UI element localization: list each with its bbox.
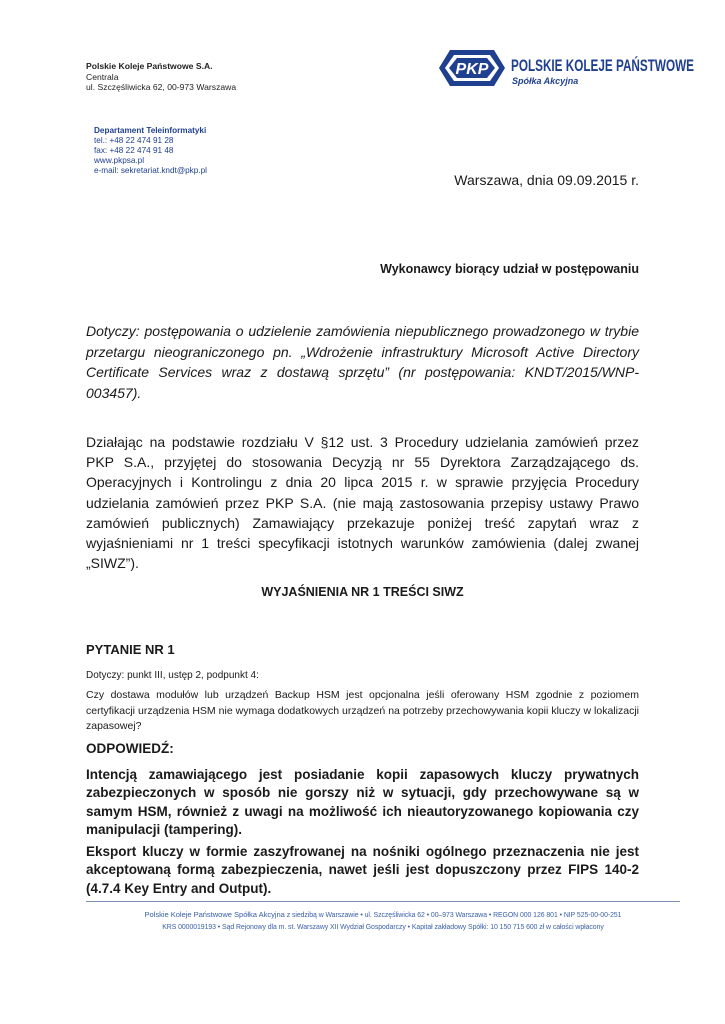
pkp-logo bbox=[436, 47, 696, 89]
footer-line-2: KRS 0000019193 • Sąd Rejonowy dla m. st. Warszawy XII Wydział Gospodarczy • Kapitał zakładowy Spółki: 10 150 715 600 zł w całości wpłacony bbox=[162, 924, 604, 931]
department-email[interactable]: e-mail: sekretariat.kndt@pkp.pl bbox=[94, 166, 207, 175]
department-web[interactable]: www.pkpsa.pl bbox=[94, 156, 145, 165]
answer-paragraph-1: Intencją zamawiającego jest posiadanie kopii zapasowych kluczy prywatnych zabezpieczonych w sposób nie gorszy niż w sytuacji, gdy przechowywane są w samym HSM, również z uwagi na możliwość ich nieautoryzowanego kopiowania czy manipulacji (tampering). bbox=[86, 767, 639, 837]
letter-date: Warszawa, dnia 09.09.2015 r. bbox=[454, 172, 639, 188]
question-text: Czy dostawa modułów lub urządzeń Backup HSM jest opcjonalna jeśli oferowany HSM zgodnie z poziomem certyfikacji urządzenia HSM nie wymaga dodatkowych urządzeń na potrzeby przechowywania kopii kluczy w lokalizacji zapasowej? bbox=[86, 689, 639, 732]
footer-company: Polskie Koleje Państwowe Spółka Akcyjna bbox=[144, 910, 285, 919]
footer bbox=[86, 909, 680, 934]
section-heading: WYJAŚNIENIA NR 1 TREŚCI SIWZ bbox=[261, 585, 464, 599]
footer-line-1 bbox=[86, 909, 680, 922]
sender-address-block bbox=[86, 61, 236, 93]
recipient-line: Wykonawcy biorący udział w postępowaniu bbox=[380, 262, 639, 276]
sender-unit: Centrala bbox=[86, 71, 119, 82]
logo-tagline: Spółka Akcyjna bbox=[512, 76, 579, 86]
answer-paragraph-2: Eksport kluczy w formie zaszyfrowanej na nośniki ogólnego przeznaczenia nie jest akceptowaną formą zabezpieczenia, nawet jeśli jest dopuszczony przez FIPS 140-2 (4.7.4 Key Entry and Output). bbox=[86, 844, 639, 896]
department-fax: fax: +48 22 474 91 48 bbox=[94, 146, 174, 155]
pkp-logo-icon bbox=[436, 47, 696, 89]
logo-name: POLSKIE KOLEJE PAŃSTWOWE bbox=[511, 56, 694, 75]
department-tel: tel.: +48 22 474 91 28 bbox=[94, 136, 174, 145]
footer-line-1-rest: z siedzibą w Warszawie • ul. Szczęśliwicka 62 • 00–973 Warszawa • REGON 000 126 801 • NIP 525-00-00-251 bbox=[284, 912, 622, 919]
answer-title: ODPOWIEDŹ: bbox=[86, 741, 174, 756]
department-contact bbox=[94, 126, 207, 176]
sender-address: ul. Szczęśliwicka 62, 00-973 Warszawa bbox=[86, 82, 237, 92]
subject-paragraph: Dotyczy: postępowania o udzielenie zamówienia niepublicznego prowadzonego w trybie przetargu nieograniczonego pn. „Wdrożenie infrastruktury Microsoft Active Directory Certificate Services wraz z dostawą sprzętu” (nr postępowania: KNDT/2015/WNP-003457). bbox=[86, 323, 639, 401]
question-title: PYTANIE NR 1 bbox=[86, 642, 175, 657]
sender-company: Polskie Koleje Państwowe S.A. bbox=[86, 61, 213, 71]
question-reference: Dotyczy: punkt III, ustęp 2, podpunkt 4: bbox=[86, 670, 259, 681]
department-name: Departament Teleinformatyki bbox=[94, 126, 207, 135]
logo-mark: PKP bbox=[455, 61, 489, 78]
intro-paragraph: Działając na podstawie rozdziału V §12 ust. 3 Procedury udzielania zamówień przez PKP S.A., przyjętej do stosowania Decyzją nr 55 Dyrektora Zarządzającego ds. Operacyjnych i Kontrolingu z dnia 20 lipca 2015 r. w sprawie przyjęcia Procedury udzielania zamówień przez PKP S.A. (nie mają zastosowania przepisy ustawy Prawo zamówień publicznych) Zamawiający przekazuje poniżej treść zapytań wraz z wyjaśnieniami nr 1 treści specyfikacji istotnych warunków zamówienia (dalej zwanej „SIWZ”). bbox=[86, 434, 639, 572]
footer-divider bbox=[86, 901, 680, 902]
